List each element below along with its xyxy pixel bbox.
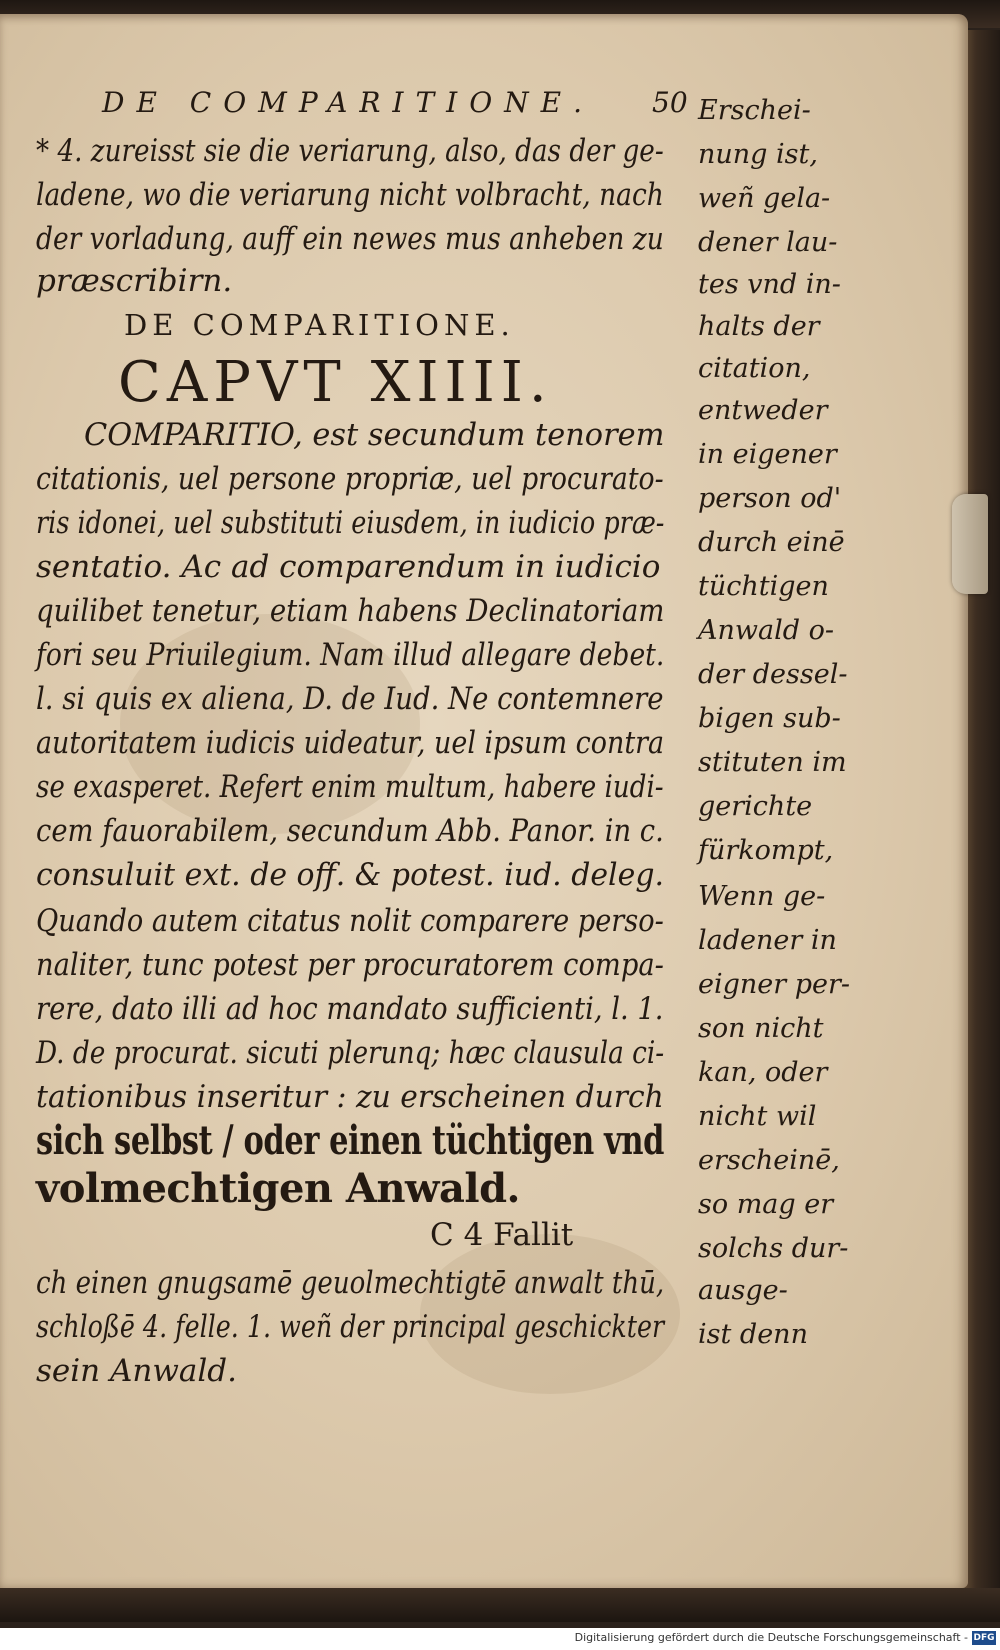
margin-note-line: der dessel- (698, 659, 848, 690)
margin-note-line: bigen sub- (698, 703, 841, 734)
body-line: rere, dato illi ad hoc mandato sufficienti, l. 1. (36, 991, 664, 1027)
body-line: tationibus inseritur : zu erscheinen durch (36, 1079, 664, 1115)
body-line: autoritatem iudicis uideatur, uel ipsum contra (36, 725, 665, 761)
margin-note-line: erscheinē, (698, 1145, 840, 1176)
body-line: se exasperet. Refert enim multum, habere iudi- (36, 769, 664, 805)
margin-note-line: tes vnd in- (698, 269, 841, 300)
margin-note-line: person od' (698, 483, 842, 514)
page-number: 50 (652, 86, 688, 119)
margin-note-line: nicht wil (698, 1101, 817, 1132)
margin-note-line: dener lau- (698, 227, 838, 258)
margin-note-line: solchs dur- (698, 1233, 849, 1264)
body-line: * 4. zureisst sie die veriarung, also, das der ge- (36, 133, 664, 169)
margin-note-line: entweder (698, 395, 828, 426)
body-line: cem fauorabilem, secundum Abb. Panor. in c. (36, 813, 664, 849)
margin-note-line: in eigener (698, 439, 837, 470)
body-line: ch einen gnugsamē geuolmechtigtē anwalt thū, (36, 1265, 665, 1301)
body-line: sein Anwald. (36, 1353, 237, 1389)
body-line: quilibet tenetur, etiam habens Declinatoriam (36, 593, 665, 629)
margin-note-line: nung ist, (698, 139, 818, 170)
signature-line: C 4 Fallit (430, 1217, 574, 1253)
body-line: l. si quis ex aliena, D. de Iud. Ne contemnere (36, 681, 664, 717)
body-line: schloßē 4. felle. 1. weñ der principal geschickter (36, 1309, 665, 1345)
body-line: COMPARITIO, est secundum tenorem (84, 417, 665, 453)
body-line: der vorladung, auff ein newes mus anheben zu (36, 221, 664, 257)
margin-note-line: eigner per- (698, 969, 851, 1000)
body-line: præscribirn. (36, 263, 233, 299)
body-line: Quando autem citatus nolit comparere perso- (36, 903, 664, 939)
margin-note-line: weñ gela- (698, 183, 831, 214)
margin-note-line: son nicht (698, 1013, 824, 1044)
margin-note-line: so mag er (698, 1189, 834, 1220)
margin-note-line: halts der (698, 311, 820, 342)
margin-note-line: durch einē (698, 527, 845, 558)
bottom-binding-edge (0, 1588, 1000, 1622)
margin-note-line: tüchtigen (698, 571, 829, 602)
bookmark-clip (952, 494, 988, 594)
chapter-heading: CAPVT XIIII. (118, 350, 553, 415)
margin-note-line: ausge- (698, 1275, 788, 1306)
margin-note-line: gerichte (698, 791, 813, 822)
margin-note-line: ladener in (698, 925, 837, 956)
margin-note-line: Erschei- (698, 95, 811, 126)
body-line: D. de procurat. sicuti plerunq; hæc clausula ci- (36, 1035, 665, 1071)
dfg-logo: DFG (973, 1633, 995, 1643)
running-head: DE COMPARITIONE. (102, 86, 595, 119)
body-line: sentatio. Ac ad comparendum in iudicio (36, 549, 661, 585)
margin-note-line: ist denn (698, 1319, 808, 1350)
german-formula-line: sich selbst / oder einen tüchtigen vnd (36, 1117, 665, 1164)
body-line: consuluit ext. de off. & potest. iud. deleg. (36, 857, 664, 893)
margin-note-line: fürkompt, (698, 835, 834, 866)
margin-note-line: stituten im (698, 747, 847, 778)
body-line: naliter, tunc potest per procuratorem compa- (36, 947, 664, 983)
margin-note-line: kan, oder (698, 1057, 828, 1088)
section-heading: DE COMPARITIONE. (124, 308, 515, 342)
body-line: ladene, wo die veriarung nicht volbracht, nach (36, 177, 664, 213)
german-formula-line: volmechtigen Anwald. (36, 1165, 520, 1212)
margin-note-line: Anwald o- (698, 615, 834, 646)
margin-note-line: Wenn ge- (698, 881, 826, 912)
funding-credit: Digitalisierung gefördert durch die Deutsche Forschungsgemeinschaft - (574, 1631, 968, 1644)
body-line: ris idonei, uel substituti eiusdem, in iudicio præ- (36, 505, 665, 541)
margin-note-line: citation, (698, 353, 811, 384)
body-line: fori seu Priuilegium. Nam illud allegare debet. (36, 637, 665, 673)
body-line: citationis, uel persone propriæ, uel procurato- (36, 461, 664, 497)
